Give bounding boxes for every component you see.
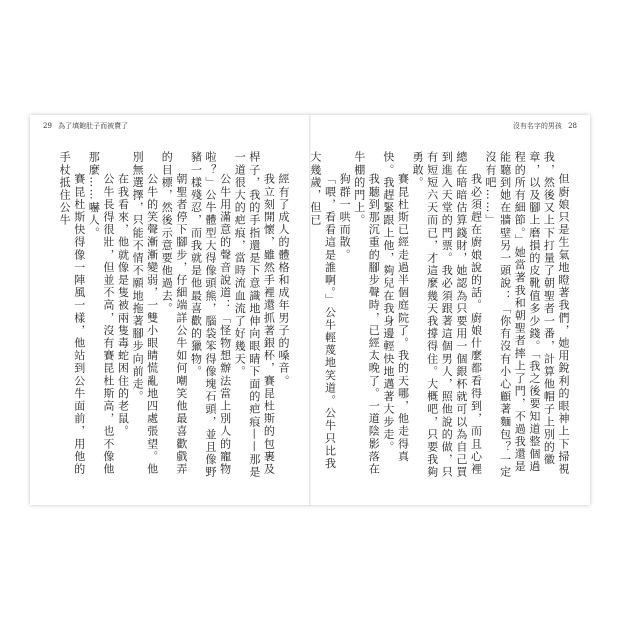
right-page: [310, 115, 590, 505]
right-text-block: [308, 151, 570, 481]
book-spread: [30, 115, 590, 505]
paragraph: 公牛的笑聲漸漸變弱，一雙小眼睛慌亂地四處張望。他別無選擇，只能不情不願地拖著腳步向前走。: [131, 151, 159, 476]
paragraph: 我聽到那沉重的腳步聲時，已經太晚了。一道陰影落在牛棚的門上。: [352, 151, 381, 476]
left-page-number: 29: [43, 122, 52, 130]
paragraph: 我必須趕在廚娘說的話。廚娘什麼都看得到，而且心裡總在暗暗估算錢財，她認為只要用一個銀杯就可以為自己買到進入天堂的門票。我必須跟著這個男人，照他說的做，只有短短六天而已，才這麼幾天我撐得住。大概吧，只要我夠勇敢。: [411, 151, 483, 479]
paragraph: 賽昆杜斯已經走過半個庭院了。我的天哪，他走得真快。我趕緊跟上他，夠兒在我身邊輕快地邁著大步走。: [381, 151, 410, 463]
left-running-title: 為了填飽肚子而被賣了: [58, 122, 129, 130]
paragraph: 狗群一哄而散。: [338, 173, 352, 262]
paragraph: 公牛用滿意的聲音說道：「怪物想辦法當上別人的寵物啦？」公牛體型大得像頭熊，腦袋笨得像塊石頭，並且像野豬一樣殘忍，而我就是他最喜歡的獵物。: [189, 151, 232, 479]
paragraph: 我立刻開懷，雖然手裡還抓著銀杯，賽昆杜斯的包裹及桿子，我的手指還是下意識地伸向眼睛下面的疤痕——那是一道很大的疤痕，當時流血流了好幾天。: [233, 151, 276, 479]
paragraph: 經有了成人的體格和成年男子的嗓音。: [277, 173, 290, 388]
paragraph: 「喂，看看這是誰啊。」公牛輕蔑地笑道。公牛只比我大幾歲，但已: [308, 151, 337, 470]
right-running-title: 沒有名字的男孩: [512, 122, 562, 130]
paragraph: 在我看來，他就像是隻被兩隻毒蛇困住的老鼠。: [116, 173, 130, 438]
paragraph: 但廚娘只是生氣地瞪著我們，她用銳利的眼神上下掃視我，然後又上下打量了朝聖者一番，計算他帽子上別的徽章，以及腳上磨損的皮靴值多少錢。「我之後要知道整個過程的所有細節。」她當著我和朝聖者摔上了門，不過我還是能聽到她在牆壁另一頭說：「你有沒有小心顧著麵包？一定沒有吧……」: [484, 151, 570, 479]
left-text-block: [52, 151, 290, 481]
paragraph: 朝聖者停下腳步，仔細端詳公牛如何嘲笑他最喜歡戲弄的目標，然後示意要他過去。: [160, 151, 188, 476]
paragraph: 賽昆杜斯快得像一陣風一樣，他站到公牛面前，用他的手杖抵住公牛: [58, 151, 86, 476]
right-running-head: [513, 122, 581, 131]
paragraph: 公牛長得很壯，但並不高，沒有賽昆杜斯高，也不像他那麼……嚇人。: [87, 151, 115, 476]
left-page: [30, 115, 310, 505]
left-running-head: [39, 122, 128, 131]
right-page-number: 28: [568, 122, 577, 130]
